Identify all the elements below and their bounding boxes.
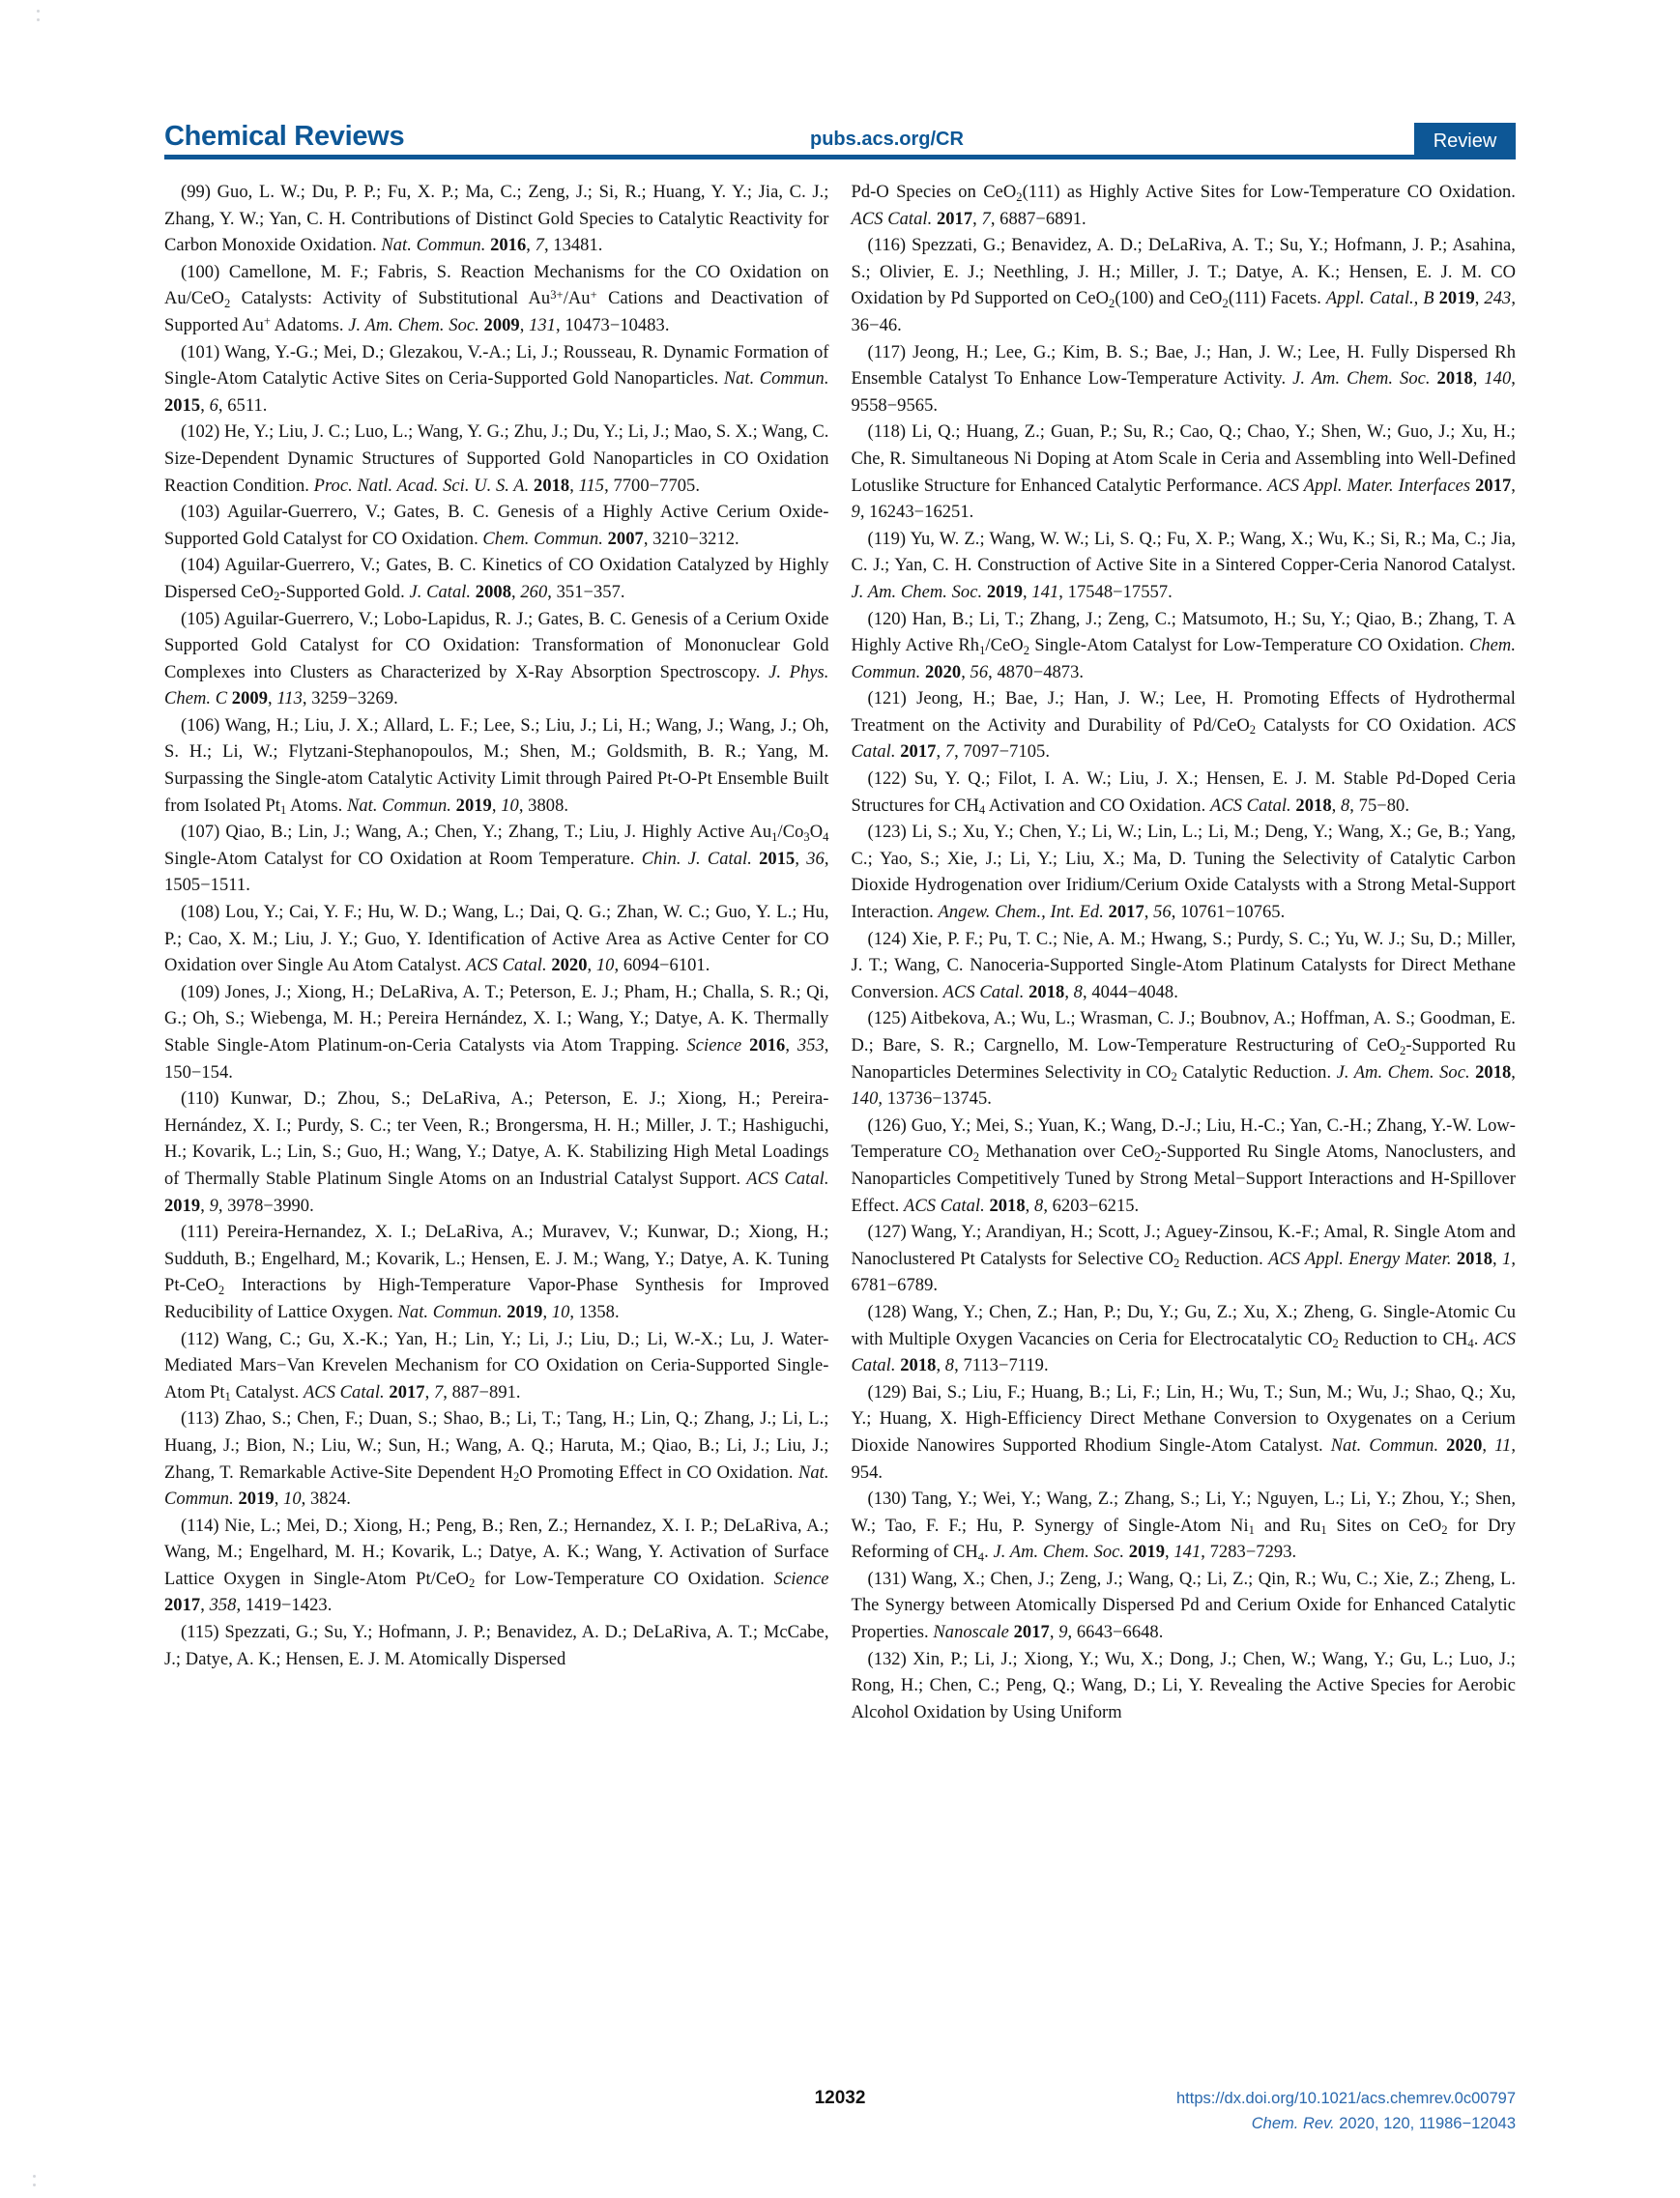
reference-item: (110) Kunwar, D.; Zhou, S.; DeLaRiva, A.; Peterson, E. J.; Xiong, H.; Pereira-Hernández, X. I.; Purdy, S. C.; ter Veen, R.; Brongersma, H. H.; Miller, J. T.; Hashiguchi, H.; Kovarik, L.; Lin, S.; Guo, H.; Wang, Y.; Datye, A. K. Stabilizing High Metal Loadings of Thermally Stable Platinum Single Atoms on an Industrial Catalyst Support. ACS Catal. 2019, 9, 3978−3990. xyxy=(164,1089,829,1216)
page-header xyxy=(164,110,1516,162)
reference-item: (115) Spezzati, G.; Su, Y.; Hofmann, J. P.; Benavidez, A. D.; DeLaRiva, A. T.; McCabe, J.; Datye, A. K.; Hensen, E. J. M. Atomically Dispersed xyxy=(164,1623,829,1669)
references-column-left xyxy=(164,180,829,1726)
journal-title: Chemical Reviews xyxy=(164,121,405,152)
reference-item: (122) Su, Y. Q.; Filot, I. A. W.; Liu, J. X.; Hensen, E. J. M. Stable Pd-Doped Ceria Structures for $CH_4$ Activation and CO Oxidation. ACS Catal. 2018, 8, 75−80. xyxy=(851,769,1516,818)
reference-item: (131) Wang, X.; Chen, J.; Zeng, J.; Wang, Q.; Li, Z.; Qin, R.; Wu, C.; Xie, Z.; Zheng, L. The Synergy between Atomically Dispersed Pd and Cerium Oxide for Enhanced Catalytic Properties. Nanoscale 2017, 9, 6643−6648. xyxy=(851,1569,1516,1643)
reference-item: (112) Wang, C.; Gu, X.-K.; Yan, H.; Lin, Y.; Li, J.; Liu, D.; Li, W.-X.; Lu, J. Water-Mediated Mars−Van Krevelen Mechanism for CO Oxidation on Ceria-Supported Single-Atom $Pt_1$ Catalyst. ACS Catal. 2017, 7, 887−891. xyxy=(164,1329,829,1404)
reference-item: (130) Tang, Y.; Wei, Y.; Wang, Z.; Zhang, S.; Li, Y.; Nguyen, L.; Li, Y.; Zhou, Y.; Shen, W.; Tao, F. F.; Hu, P. Synergy of Single-Atom $Ni_1$ and $Ru_1$ Sites on CeO$_2$ for Dry Reforming of $CH_4$. J. Am. Chem. Soc. 2019, 141, 7283−7293. xyxy=(851,1489,1516,1564)
page-number: 12032 xyxy=(814,2088,866,2108)
reference-item: (123) Li, S.; Xu, Y.; Chen, Y.; Li, W.; Lin, L.; Li, M.; Deng, Y.; Wang, X.; Ge, B.; Yang, C.; Yao, S.; Xie, J.; Li, Y.; Liu, X.; Ma, D. Tuning the Selectivity of Catalytic Carbon Dioxide Hydrogenation over Iridium/Cerium Oxide Catalysts with a Strong Metal-Support Interaction. Angew. Chem., Int. Ed. 2017, 56, 10761−10765. xyxy=(851,823,1516,923)
doi-link[interactable]: https://dx.doi.org/10.1021/acs.chemrev.0c00797 xyxy=(1176,2090,1516,2107)
page-footer-citation-block xyxy=(1176,2086,1516,2136)
reference-item: (113) Zhao, S.; Chen, F.; Duan, S.; Shao, B.; Li, T.; Tang, H.; Lin, Q.; Zhang, J.; Li, L.; Huang, J.; Bion, N.; Liu, W.; Sun, H.; Wang, A. Q.; Haruta, M.; Qiao, B.; Li, J.; Liu, J.; Zhang, T. Remarkable Active-Site Dependent $H_2O$ Promoting Effect in CO Oxidation. Nat. Commun. 2019, 10, 3824. xyxy=(164,1409,829,1510)
reference-item: (124) Xie, P. F.; Pu, T. C.; Nie, A. M.; Hwang, S.; Purdy, S. C.; Yu, W. J.; Su, D.; Miller, J. T.; Wang, C. Nanoceria-Supported Single-Atom Platinum Catalysts for Direct Methane Conversion. ACS Catal. 2018, 8, 4044−4048. xyxy=(851,929,1516,1002)
registration-mark xyxy=(37,10,40,13)
header-rule xyxy=(164,155,1516,159)
reference-item: (132) Xin, P.; Li, J.; Xiong, Y.; Wu, X.; Dong, J.; Chen, W.; Wang, Y.; Gu, L.; Luo, J.; Rong, H.; Chen, C.; Peng, Q.; Wang, D.; Li, Y. Revealing the Active Species for Aerobic Alcohol Oxidation by Using Uniform xyxy=(851,1649,1516,1722)
reference-item: (103) Aguilar-Guerrero, V.; Gates, B. C. Genesis of a Highly Active Cerium Oxide-Supported Gold Catalyst for CO Oxidation. Chem. Commun. 2007, 3210−3212. xyxy=(164,503,829,549)
journal-citation: Chem. Rev. 2020, 120, 11986−12043 xyxy=(1251,2115,1516,2132)
reference-item: (117) Jeong, H.; Lee, G.; Kim, B. S.; Bae, J.; Han, J. W.; Lee, H. Fully Dispersed Rh Ensemble Catalyst To Enhance Low-Temperature Activity. J. Am. Chem. Soc. 2018, 140, 9558−9565. xyxy=(851,342,1516,416)
reference-item: (120) Han, B.; Li, T.; Zhang, J.; Zeng, C.; Matsumoto, H.; Su, Y.; Qiao, B.; Zhang, T. A Highly Active $Rh_1/CeO_2$ Single-Atom Catalyst for Low-Temperature CO Oxidation. Chem. Commun. 2020, 56, 4870−4873. xyxy=(851,609,1516,682)
reference-item: (128) Wang, Y.; Chen, Z.; Han, P.; Du, Y.; Gu, Z.; Xu, X.; Zheng, G. Single-Atomic Cu with Multiple Oxygen Vacancies on Ceria for Electrocatalytic $CO_2$ Reduction to $CH_4$. ACS Catal. 2018, 8, 7113−7119. xyxy=(851,1302,1516,1376)
reference-item: (101) Wang, Y.-G.; Mei, D.; Glezakou, V.-A.; Li, J.; Rousseau, R. Dynamic Formation of Single-Atom Catalytic Active Sites on Ceria-Supported Gold Nanoparticles. Nat. Commun. 2015, 6, 6511. xyxy=(164,342,829,416)
reference-item: (102) He, Y.; Liu, J. C.; Luo, L.; Wang, Y. G.; Zhu, J.; Du, Y.; Li, J.; Mao, S. X.; Wang, C. Size-Dependent Dynamic Structures of Supported Gold Nanoparticles in CO Oxidation Reaction Condition. Proc. Natl. Acad. Sci. U. S. A. 2018, 115, 7700−7705. xyxy=(164,422,829,496)
reference-item: (126) Guo, Y.; Mei, S.; Yuan, K.; Wang, D.-J.; Liu, H.-C.; Yan, C.-H.; Zhang, Y.-W. Low-Temperature $CO_2$ Methanation over CeO$_2$-Supported Ru Single Atoms, Nanoclusters, and Nanoparticles Competitively Tuned by Strong Metal−Support Interactions and H-Spillover Effect. ACS Catal. 2018, 8, 6203−6215. xyxy=(851,1115,1516,1216)
reference-item: (114) Nie, L.; Mei, D.; Xiong, H.; Peng, B.; Ren, Z.; Hernandez, X. I. P.; DeLaRiva, A.; Wang, M.; Engelhard, M. H.; Kovarik, L.; Datye, A. K.; Wang, Y. Activation of Surface Lattice Oxygen in Single-Atom Pt/CeO$_2$ for Low-Temperature CO Oxidation. Science 2017, 358, 1419−1423. xyxy=(164,1516,829,1616)
references-section xyxy=(164,180,1516,1726)
reference-item: (127) Wang, Y.; Arandiyan, H.; Scott, J.; Aguey-Zinsou, K.-F.; Amal, R. Single Atom and Nanoclustered Pt Catalysts for Selective $CO_2$ Reduction. ACS Appl. Energy Mater. 2018, 1, 6781−6789. xyxy=(851,1223,1516,1296)
reference-item: (104) Aguilar-Guerrero, V.; Gates, B. C. Kinetics of CO Oxidation Catalyzed by Highly Dispersed CeO$_2$-Supported Gold. J. Catal. 2008, 260, 351−357. xyxy=(164,556,829,604)
reference-item: (119) Yu, W. Z.; Wang, W. W.; Li, S. Q.; Fu, X. P.; Wang, X.; Wu, K.; Si, R.; Ma, C.; Jia, C. J.; Yan, C. H. Construction of Active Site in a Sintered Copper-Ceria Nanorod Catalyst. J. Am. Chem. Soc. 2019, 141, 17548−17557. xyxy=(851,529,1516,602)
reference-item: (121) Jeong, H.; Bae, J.; Han, J. W.; Lee, H. Promoting Effects of Hydrothermal Treatment on the Activity and Durability of Pd/CeO$_2$ Catalysts for CO Oxidation. ACS Catal. 2017, 7, 7097−7105. xyxy=(851,689,1517,763)
reference-continuation: Pd-O Species on CeO$_2$(111) as Highly Active Sites for Low-Temperature CO Oxidation. ACS Catal. 2017, 7, 6887−6891. xyxy=(851,183,1516,229)
reference-item: (116) Spezzati, G.; Benavidez, A. D.; DeLaRiva, A. T.; Su, Y.; Hofmann, J. P.; Asahina, S.; Olivier, E. J.; Neethling, J. H.; Miller, J. T.; Datye, A. K.; Hensen, E. J. M. CO Oxidation by Pd Supported on CeO$_2$(100) and CeO$_2$(111) Facets. Appl. Catal., B 2019, 243, 36−46. xyxy=(851,236,1516,335)
reference-item: (125) Aitbekova, A.; Wu, L.; Wrasman, C. J.; Boubnov, A.; Hoffman, A. S.; Goodman, E. D.; Bare, S. R.; Cargnello, M. Low-Temperature Restructuring of CeO$_2$-Supported Ru Nanoparticles Determines Selectivity in $CO_2$ Catalytic Reduction. J. Am. Chem. Soc. 2018, 140, 13736−13745. xyxy=(851,1009,1516,1110)
reference-item: (111) Pereira-Hernandez, X. I.; DeLaRiva, A.; Muravev, V.; Kunwar, D.; Xiong, H.; Sudduth, B.; Engelhard, M.; Kovarik, L.; Hensen, E. J. M.; Wang, Y.; Datye, A. K. Tuning Pt-CeO$_2$ Interactions by High-Temperature Vapor-Phase Synthesis for Improved Reducibility of Lattice Oxygen. Nat. Commun. 2019, 10, 1358. xyxy=(164,1223,829,1322)
article-type-badge: Review xyxy=(1414,123,1516,159)
reference-item: (118) Li, Q.; Huang, Z.; Guan, P.; Su, R.; Cao, Q.; Chao, Y.; Shen, W.; Guo, J.; Xu, H.; Che, R. Simultaneous Ni Doping at Atom Scale in Ceria and Assembling into Well-Defined Lotuslike Structure for Enhanced Catalytic Performance. ACS Appl. Mater. Interfaces 2017, 9, 16243−16251. xyxy=(851,422,1516,523)
reference-item: (106) Wang, H.; Liu, J. X.; Allard, L. F.; Lee, S.; Liu, J.; Li, H.; Wang, J.; Wang, J.; Oh, S. H.; Li, W.; Flytzani-Stephanopoulos, M.; Shen, M.; Goldsmith, B. R.; Yang, M. Surpassing the Single-atom Catalytic Activity Limit through Paired Pt-O-Pt Ensemble Built from Isolated $Pt_1$ Atoms. Nat. Commun. 2019, 10, 3808. xyxy=(164,715,829,818)
reference-item: (129) Bai, S.; Liu, F.; Huang, B.; Li, F.; Lin, H.; Wu, T.; Sun, M.; Wu, J.; Shao, Q.; Xu, Y.; Huang, X. High-Efficiency Direct Methane Conversion to Oxygenates on a Cerium Dioxide Nanowires Supported Rhodium Single-Atom Catalyst. Nat. Commun. 2020, 11, 954. xyxy=(851,1382,1516,1483)
reference-item: (100) Camellone, M. F.; Fabris, S. Reaction Mechanisms for the CO Oxidation on Au/CeO$_2$ Catalysts: Activity of Substitutional $Au^{3+}/Au^+$ Cations and Deactivation of Supported Au+ Adatoms. J. Am. Chem. Soc. 2009, 131, 10473−10483. xyxy=(164,262,829,335)
references-column-right xyxy=(852,180,1517,1726)
reference-item: (99) Guo, L. W.; Du, P. P.; Fu, X. P.; Ma, C.; Zeng, J.; Si, R.; Huang, Y. Y.; Jia, C. J.; Zhang, Y. W.; Yan, C. H. Contributions of Distinct Gold Species to Catalytic Reactivity for Carbon Monoxide Oxidation. Nat. Commun. 2016, 7, 13481. xyxy=(164,183,829,256)
reference-item: (109) Jones, J.; Xiong, H.; DeLaRiva, A. T.; Peterson, E. J.; Pham, H.; Challa, S. R.; Qi, G.; Oh, S.; Wiebenga, M. H.; Pereira Hernández, X. I.; Wang, Y.; Datye, A. K. Thermally Stable Single-Atom Platinum-on-Ceria Catalysts via Atom Trapping. Science 2016, 353, 150−154. xyxy=(164,982,829,1083)
reference-item: (107) Qiao, B.; Lin, J.; Wang, A.; Chen, Y.; Zhang, T.; Liu, J. Highly Active $Au_1/Co_3O_4$ Single-Atom Catalyst for CO Oxidation at Room Temperature. Chin. J. Catal. 2015, 36, 1505−1511. xyxy=(164,823,829,896)
reference-item: (108) Lou, Y.; Cai, Y. F.; Hu, W. D.; Wang, L.; Dai, Q. G.; Zhan, W. C.; Guo, Y. L.; Hu, P.; Cao, X. M.; Liu, J. Y.; Guo, Y. Identification of Active Area as Active Center for CO Oxidation over Single Au Atom Catalyst. ACS Catal. 2020, 10, 6094−6101. xyxy=(164,903,829,976)
journal-url-link[interactable]: pubs.acs.org/CR xyxy=(810,129,964,150)
reference-item: (105) Aguilar-Guerrero, V.; Lobo-Lapidus, R. J.; Gates, B. C. Genesis of a Cerium Oxide Supported Gold Catalyst for CO Oxidation: Transformation of Mononuclear Gold Complexes into Clusters as Characterized by X-Ray Absorption Spectroscopy. J. Phys. Chem. C 2009, 113, 3259−3269. xyxy=(164,609,829,709)
registration-mark xyxy=(33,2175,36,2178)
